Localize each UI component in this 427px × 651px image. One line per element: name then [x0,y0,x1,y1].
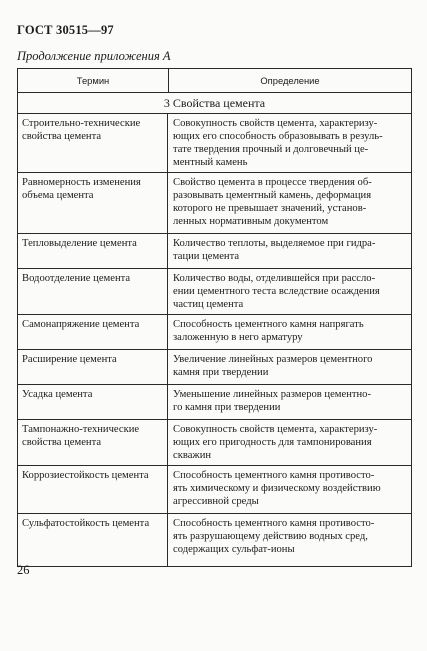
definition-line: Совокупность свойств цемента, характеризу- [173,424,378,435]
term-line: свойства цемента [22,131,102,142]
term-cell [18,315,168,349]
table-row [18,350,411,385]
definition-line: частиц цемента [173,299,244,310]
definition-line: Количество теплоты, выделяемое при гидра- [173,238,376,249]
term-line: Усадка цемента [22,389,93,400]
term-cell [18,114,168,172]
term-cell [18,234,168,268]
definition-line: Совокупность свойств цемента, характеризу- [173,118,378,129]
column-header-term: Термин [18,69,169,92]
table-row [18,466,411,514]
definition-line: ении цементного теста вследствие осаждения [173,286,380,297]
table-row [18,514,411,566]
term-line: Сульфатостойкость цемента [22,518,150,529]
definition-line: Свойство цемента в процессе твердения об- [173,177,372,188]
table-row [18,173,411,234]
definition-line: тате твердения прочный и долговечный це- [173,144,369,155]
definition-line: которого не превышает значений, установ- [173,203,367,214]
term-line: Тепловыделение цемента [22,238,137,249]
definition-cell [168,315,411,349]
definition-line: Способность цементного камня противосто- [173,518,375,529]
term-cell [18,269,168,314]
definition-line: Количество воды, отделившейся при рассло- [173,273,376,284]
definition-line: ментный камень [173,157,248,168]
table-row [18,234,411,269]
definition-cell [168,420,411,465]
term-line: Равномерность изменения [22,177,141,188]
definition-line: агрессивной среды [173,496,259,507]
term-line: Тампонажно-технические [22,424,140,435]
term-line: Расширение цемента [22,354,117,365]
table-body [18,114,411,566]
term-cell [18,514,168,566]
table-row [18,315,411,350]
page-number: 26 [17,563,30,577]
table-header-row [18,69,411,93]
definition-line: разовывать цементный камень, деформация [173,190,372,201]
definition-line: ющих его способность образовывать в резуль- [173,131,383,142]
definition-line: Уменьшение линейных размеров цементно- [173,389,372,400]
document-code: ГОСТ 30515—97 [17,23,114,37]
definition-line: содержащих сульфат-ионы [173,544,295,555]
definition-cell [168,234,411,268]
table-row [18,114,411,173]
term-line: свойства цемента [22,437,102,448]
definition-cell [168,385,411,419]
definition-line: тации цемента [173,251,240,262]
definition-line: ять разрушающему действию водных сред, [173,531,368,542]
term-cell [18,173,168,233]
table-row [18,420,411,466]
term-cell [18,350,168,384]
definition-line: ленных нормативным документом [173,216,329,227]
definition-line: камня при твердении [173,367,269,378]
definition-cell [168,350,411,384]
table-row [18,385,411,420]
term-cell [18,466,168,513]
definition-line: Увеличение линейных размеров цементного [173,354,373,365]
definition-line: Способность цементного камня напрягать [173,319,364,330]
definition-cell [168,466,411,513]
definition-line: ять химическому и физическому воздействию [173,483,381,494]
term-line: Самонапряжение цемента [22,319,140,330]
term-cell [18,420,168,465]
term-line: Водоотделение цемента [22,273,131,284]
definition-cell [168,269,411,314]
definition-line: Способность цементного камня противосто- [173,470,375,481]
term-line: Коррозиестойкость цемента [22,470,149,481]
definition-line: ющих его пригодность для тампонирования [173,437,372,448]
continuation-heading: Продолжение приложения А [17,49,171,63]
definition-line: скважин [173,450,212,461]
definition-line: го камня при твердении [173,402,281,413]
section-title: 3 Свойства цемента [18,93,411,114]
term-line: объема цемента [22,190,94,201]
terms-table [17,68,412,567]
table-row [18,269,411,315]
definition-line: заложенную в него арматуру [173,332,303,343]
term-line: Строительно-технические [22,118,141,129]
term-cell [18,385,168,419]
column-header-definition: Определение [260,75,320,86]
definition-cell [168,114,411,172]
definition-cell [168,514,411,566]
definition-cell [168,173,411,233]
